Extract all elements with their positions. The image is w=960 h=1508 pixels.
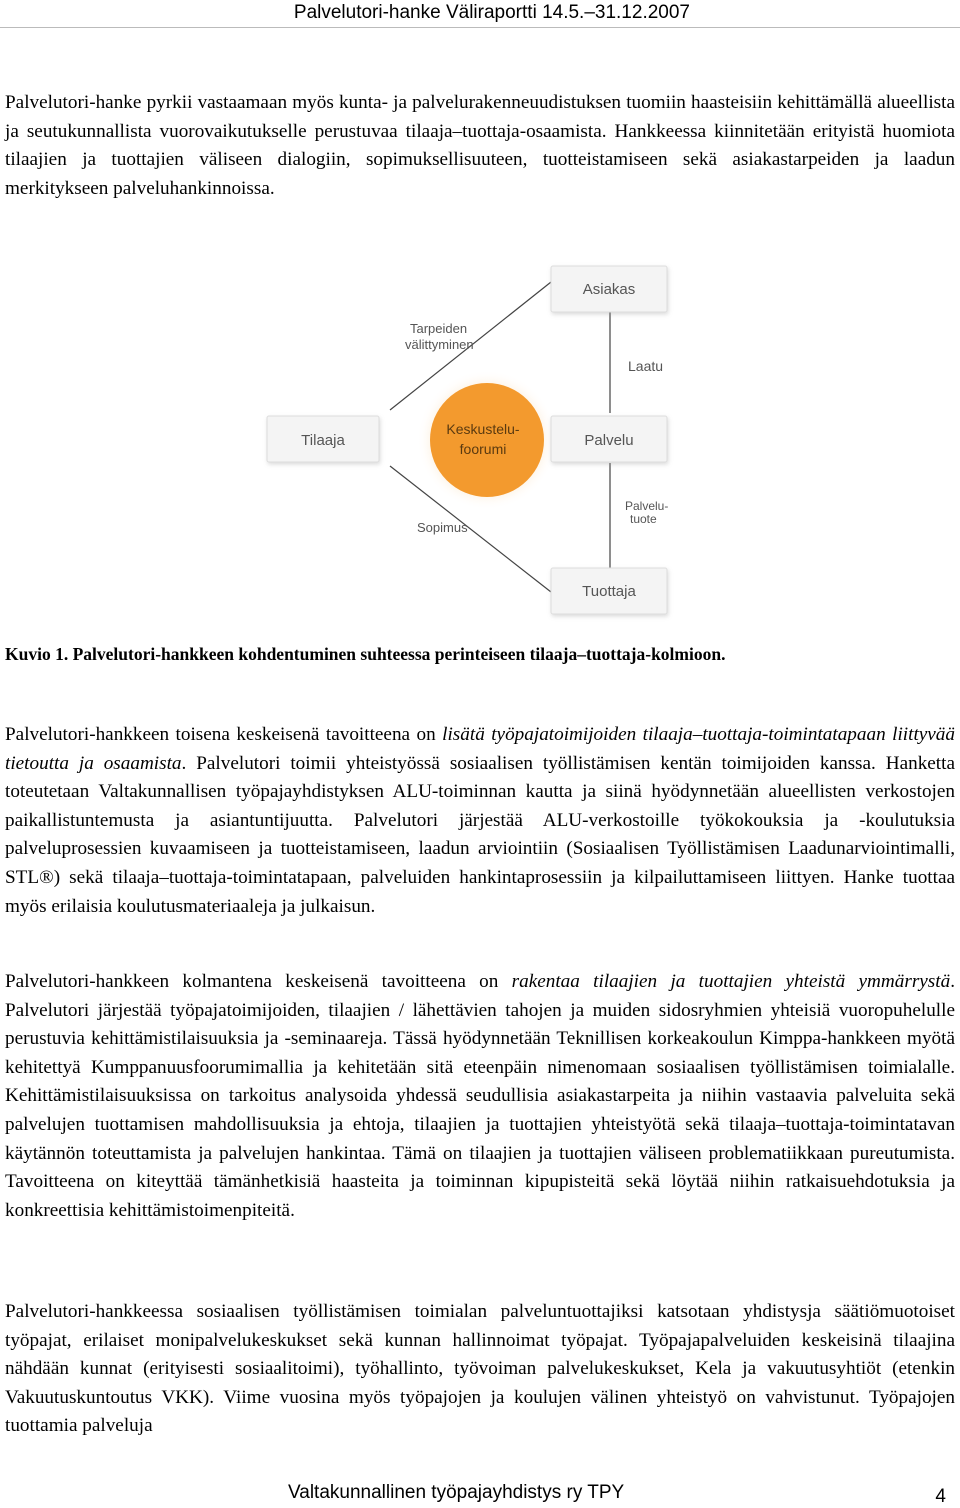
paragraph-3-start: Palvelutori-hankkeen kolmantena keskeisenä tavoitteena on bbox=[5, 971, 512, 992]
forum-label-line2: foorumi bbox=[459, 441, 507, 457]
paragraph-2-start: Palvelutori-hankkeen toisena keskeisenä tavoitteena on bbox=[5, 724, 443, 745]
footer-organization: Valtakunnallinen työpajayhdistys ry TPY bbox=[288, 1482, 625, 1503]
paragraph-1: Palvelutori-hanke pyrkii vastaamaan myös kunta- ja palvelurakenneuudistuksen tuomiin haasteisiin kehittämällä alueellista ja seutukunnallista vuorovaikutukselle perustuvaa tilaaja–tuottaja-osaamista. Hankkeessa kiinnitetään erityistä huomiota tilaajien ja tuottajien väliseen dialogiin, sopimuksellisuuteen, tuotteistamiseen sekä asiakastarpeiden ja laadun merkitykseen palveluhankinnoissa. bbox=[5, 92, 955, 199]
figure-caption: Kuvio 1. Palvelutori-hankkeen kohdentuminen suhteessa perinteiseen tilaaja–tuottaja-kolmioon. bbox=[5, 644, 726, 664]
label-tilaaja: Tilaaja bbox=[301, 432, 345, 449]
label-palvelu: Palvelu bbox=[584, 432, 634, 449]
label-palvelutuote-1: Palvelu- bbox=[625, 499, 669, 513]
label-asiakas: Asiakas bbox=[582, 281, 636, 298]
label-laatu: Laatu bbox=[628, 358, 664, 374]
label-sopimus: Sopimus bbox=[417, 520, 468, 535]
paragraph-4: Palvelutori-hankkeessa sosiaalisen työllistämisen toimialan palveluntuottajiksi katsotaan yhdistysja säätiömuotoiset työpajat, erilaiset monipalvelukeskukset sekä kunnan hallinnoimat työpajat. Työpajapalveluiden keskeisinä tilaajina nähdään kunnat (erityisesti sosiaalitoimi), työhallinto, työvoiman palvelukeskukset, Kela ja vakuutusyhtiöt (etenkin Vakuutuskuntoutus VKK). Viime vuosina myös työpajojen ja koulujen välinen yhteistyö on vahvistunut. Työpajojen tuottamia palveluja bbox=[5, 1301, 955, 1437]
header-divider bbox=[0, 27, 960, 28]
label-valittyminen: välittyminen bbox=[405, 337, 474, 352]
paragraph-3-rest: . Palvelutori järjestää työpajatoimijoiden, tilaajien / lähettävien tahojen ja muiden sidosryhmien yhteisiä vuoropuhelulle perustuvia kehittämistilaisuuksia ja -seminaareja. Tässä hyödynnetään Teknillisen korkeakoulun Kimppa-hankkeen myötä kehitettyä Kumppanuusfoorumimallia ja kehitetään sitä eteenpäin nimenomaan sosiaalisen työllistämisen toimialalle. Kehittämistilaisuuksissa on tarkoitus analysoida yhdessä seudullisia asiakastarpeita ja niihin vastaavia palveluita sekä palvelujen tuottamisen mahdollisuuksia ja ehtoja, tilaajien ja tuottajien yhteistyötä sekä tilaaja–tuottaja-toimintatavan käytännön toteuttamista ja palvelujen hankintaa. Tämä on tilaajien ja tuottajien väliseen problematiikkaan pureutumista. Tavoitteena on kiteyttää tämänhetkisiä haasteita ja toiminnan kipupisteitä sekä löytää niihin ratkaisuehdotuksia ja konkreettisia kehittämistoimenpiteitä. bbox=[5, 971, 955, 1221]
forum-circle bbox=[430, 383, 544, 497]
running-header: Palvelutori-hanke Väliraportti 14.5.–31.12.2007 bbox=[293, 2, 690, 23]
paragraph-2 bbox=[5, 721, 955, 921]
paragraph-3 bbox=[5, 968, 955, 1225]
forum-label-line1: Keskustelu- bbox=[446, 421, 520, 437]
page-number: 4 bbox=[935, 1486, 946, 1507]
label-palvelutuote-2: tuote bbox=[630, 512, 657, 526]
figure-1-diagram bbox=[255, 258, 695, 626]
label-tarpeiden: Tarpeiden bbox=[410, 321, 468, 336]
paragraph-2-rest: . Palvelutori toimii yhteistyössä sosiaalisen työllistämisen kentän toimijoiden kanssa. Hanketta toteutetaan Valtakunnallisen työpajayhdistyksen ALU-toiminnan kautta ja siinä hyödynnetään alueellisten verkostojen paikallistuntemusta ja asiantuntijuutta. Palvelutori järjestää ALU-verkostoille työkokouksia ja -koulutuksia palveluprosessien kuvaamiseen ja tuotteistamiseen, laadun arviointiin (Sosiaalisen Työllistämisen Laadunarviointimalli, STL®) sekä tilaaja–tuottaja-toimintatapaan, palveluiden hankintaprosessiin ja kilpailuttamiseen liittyen. Hanke tuottaa myös erilaisia koulutusmateriaaleja ja julkaisun. bbox=[5, 752, 955, 917]
label-tuottaja: Tuottaja bbox=[582, 583, 636, 600]
paragraph-2-emphasis: lisätä työpajatoimijoiden tilaaja–tuottaja-toimintatapaan liittyvää tietoutta ja osaamista bbox=[5, 724, 955, 774]
paragraph-3-emphasis: rakentaa tilaajien ja tuottajien yhteistä ymmärrystä bbox=[511, 971, 951, 992]
